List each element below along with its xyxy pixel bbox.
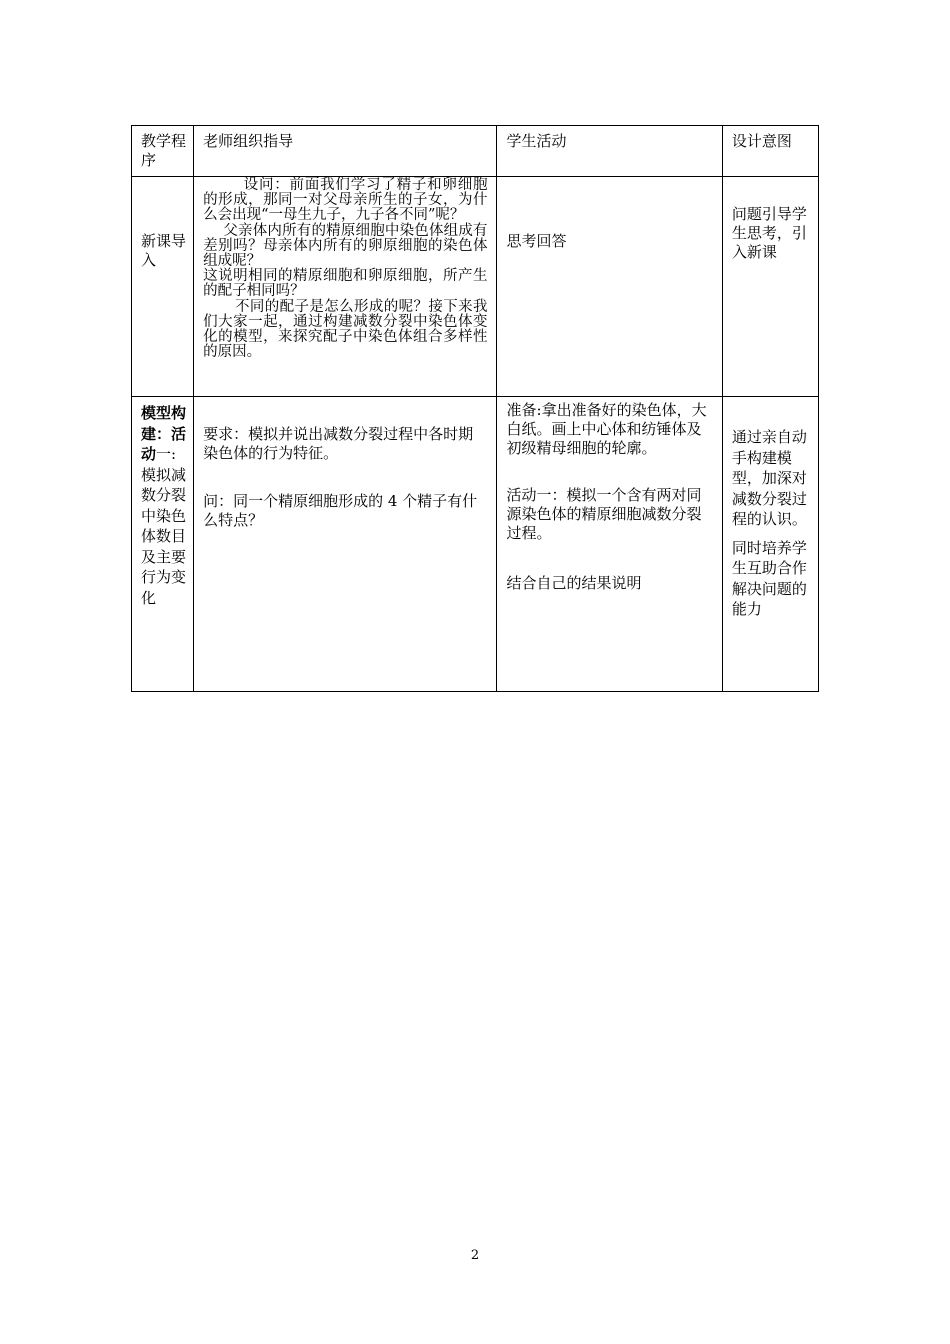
teacher-paragraph: 设问：前面我们学习了精子和卵细胞的形成，那同一对父母亲所生的子女，为什么会出现“一母生九子，九子各不同”呢？	[203, 177, 488, 224]
stage-cell: 新课导入	[132, 177, 194, 397]
intent-cell: 问题引导学生思考，引入新课	[722, 177, 818, 397]
teacher-paragraph: 这说明相同的精原细胞和卵原细胞，所产生的配子相同吗？	[203, 268, 488, 300]
teacher-cell	[194, 177, 496, 397]
header-cell-stage: 教学程序	[132, 126, 194, 177]
header-cell-student: 学生活动	[496, 126, 722, 177]
intent-paragraph: 通过亲自动手构建模型，加深对减数分裂过程的认识。	[731, 428, 807, 528]
stage-label: 一:模拟减数分裂中染色体数目及主要行为变化	[141, 445, 187, 607]
student-paragraph: 结合自己的结果说明	[506, 574, 642, 592]
stage-cell	[132, 397, 194, 692]
teacher-paragraph: 不同的配子是怎么形成的呢？接下来我们大家一起，通过构建减数分裂中染色体变化的模型，来探究配子中染色体组合多样性的原因。	[203, 298, 488, 361]
header-row	[132, 126, 819, 177]
student-cell	[496, 397, 722, 692]
table-row-intro	[132, 177, 819, 397]
table-row-model	[132, 397, 819, 692]
teacher-paragraph: 父亲体内所有的精原细胞中染色体组成有差别吗？母亲体内所有的卵原细胞的染色体组成呢？	[203, 222, 488, 270]
teacher-cell	[194, 397, 496, 692]
stage-bold-label: 模型构建：活动	[141, 404, 187, 463]
student-cell: 思考回答	[496, 177, 722, 397]
header-cell-intent: 设计意图	[722, 126, 818, 177]
student-paragraph: 准备:拿出准备好的染色体，大白纸。画上中心体和纺锤体及初级精母细胞的轮廓。	[506, 401, 707, 457]
teacher-paragraph: 要求：模拟并说出减数分裂过程中各时期染色体的行为特征。	[203, 425, 474, 462]
intent-paragraph: 同时培养学生互助合作解决问题的能力	[731, 538, 807, 618]
header-cell-teacher: 老师组织指导	[194, 126, 496, 177]
intent-cell	[722, 397, 818, 692]
page-number: 2	[470, 1248, 480, 1263]
teacher-paragraph: 问：同一个精原细胞形成的 4 个精子有什么特点？	[203, 492, 478, 529]
student-paragraph: 活动一：模拟一个含有两对同源染色体的精原细胞减数分裂过程。	[506, 486, 702, 542]
lesson-plan-table	[131, 125, 819, 692]
